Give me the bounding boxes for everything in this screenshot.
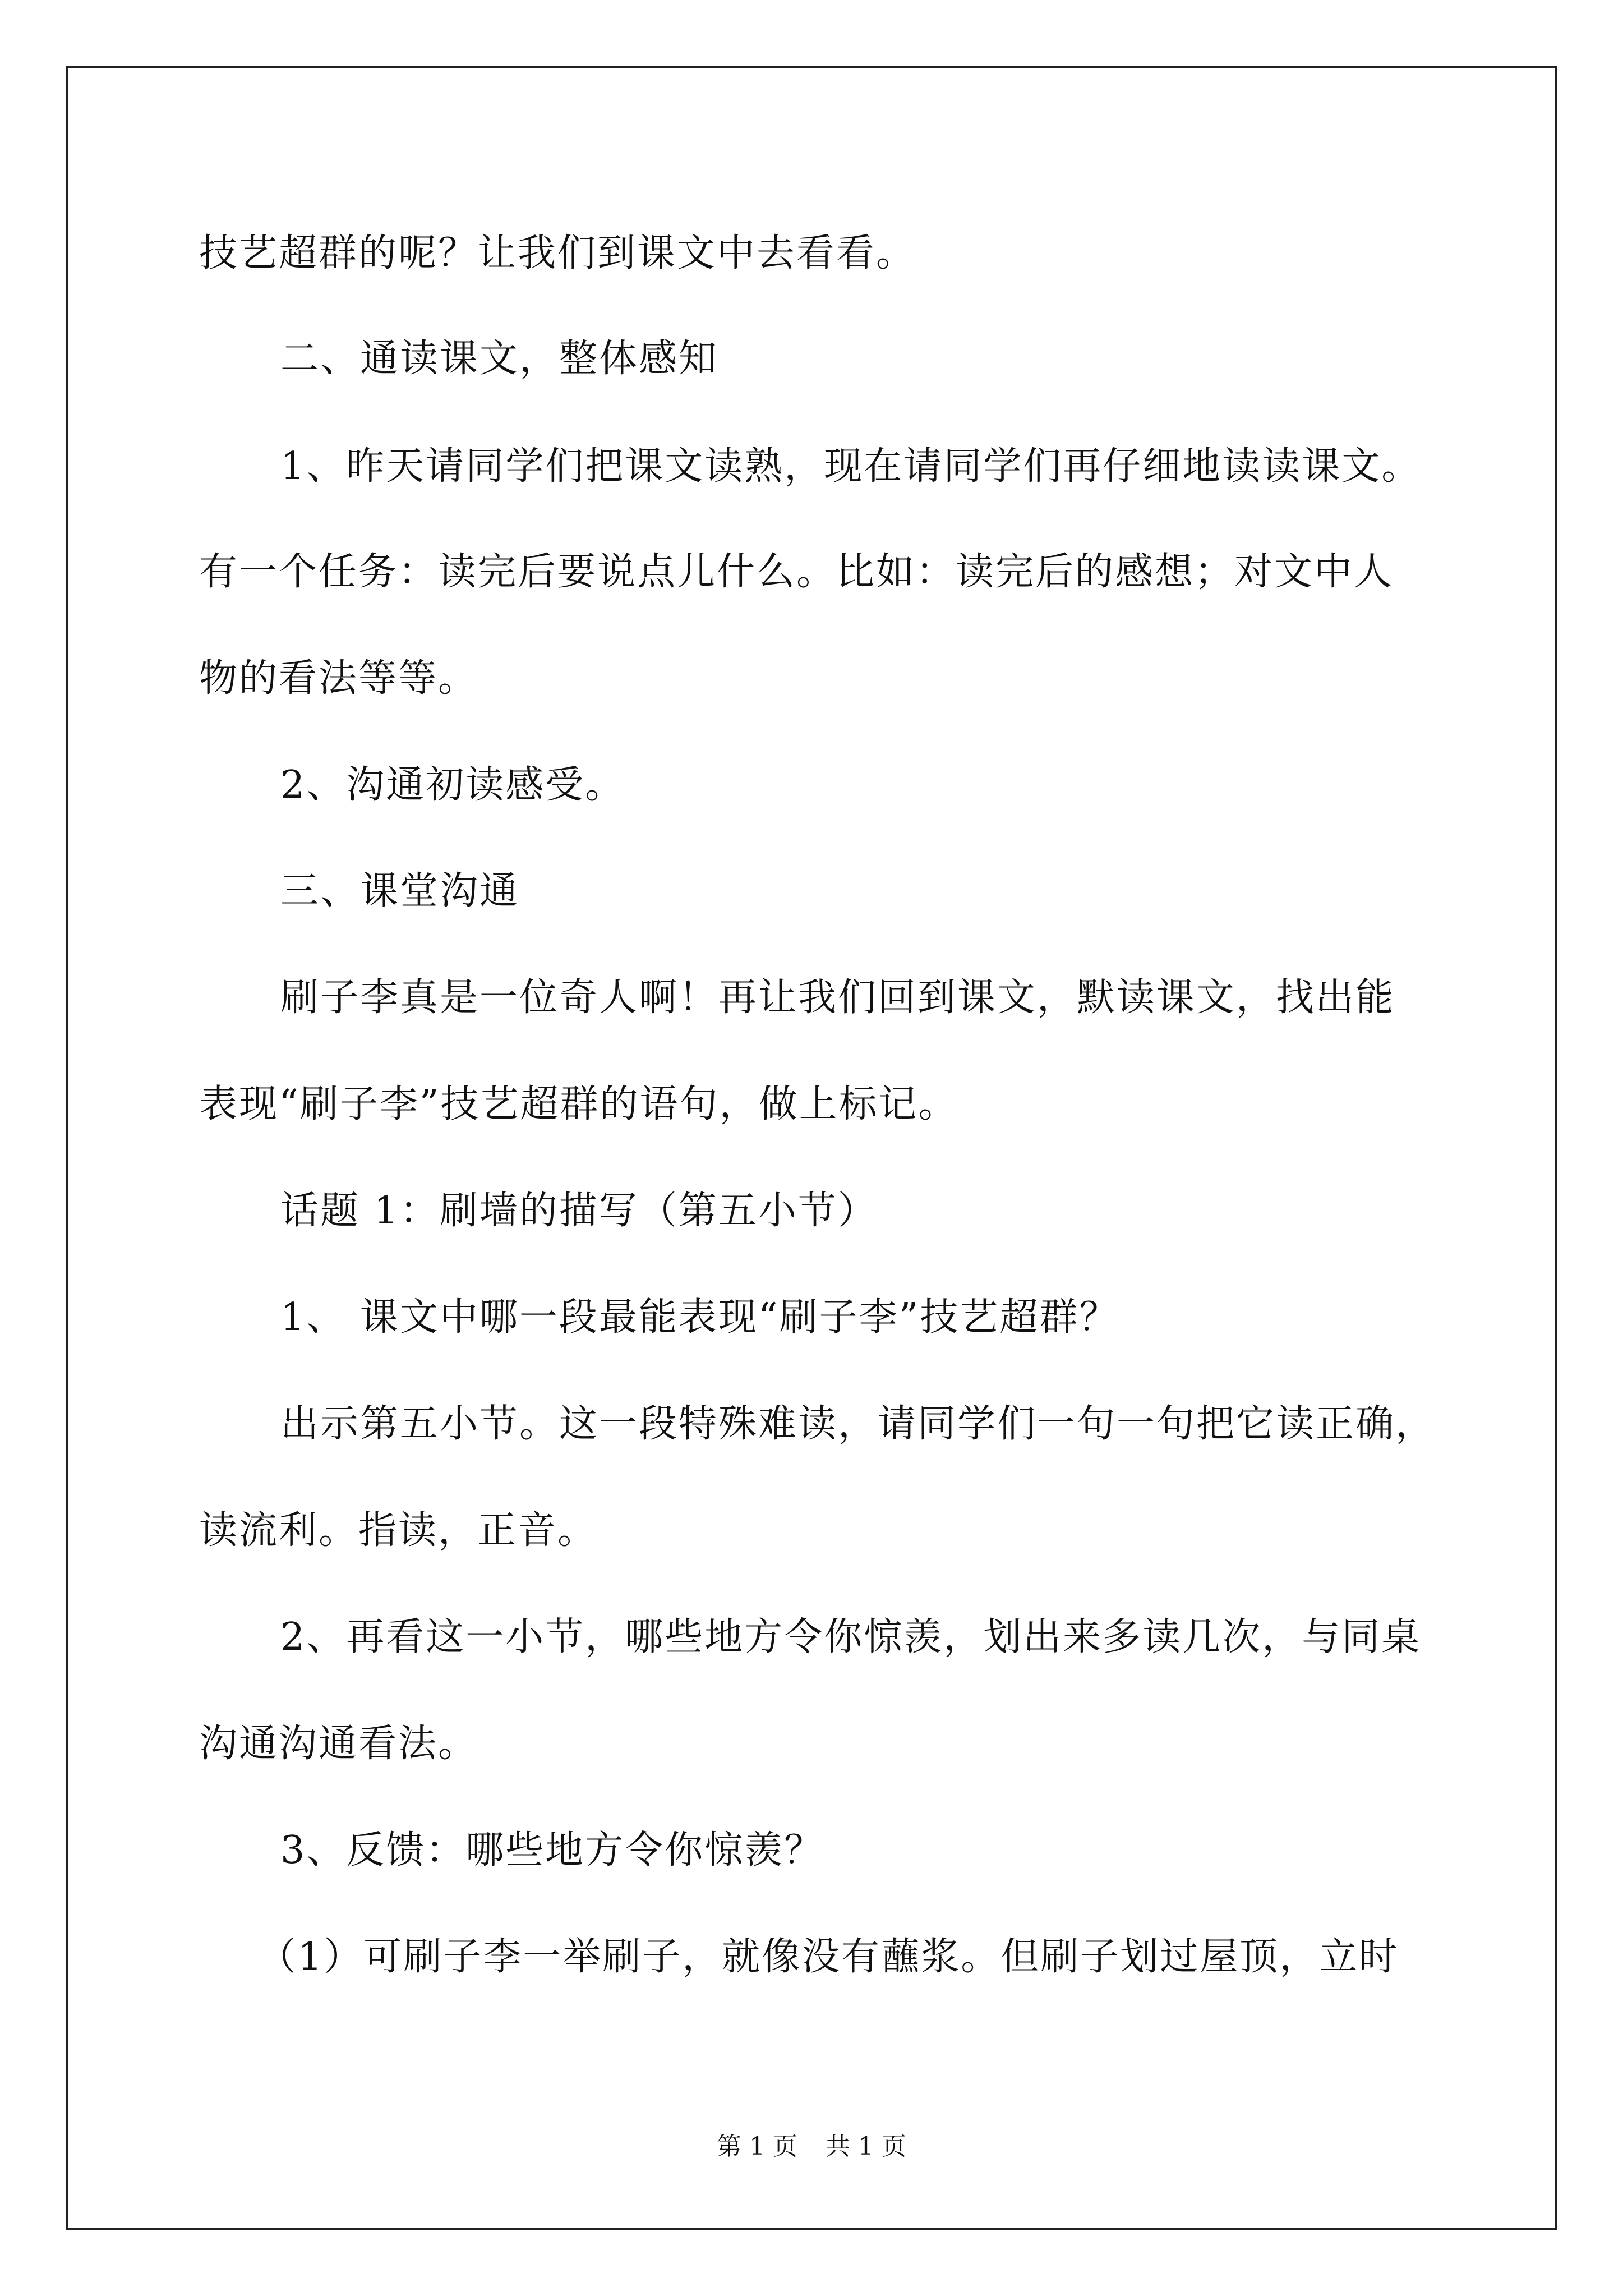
text-line: 出示第五小节。这一段特殊难读，请同学们一句一句把它读正确，: [280, 1402, 1436, 1446]
text-line: 物的看法等等。: [199, 656, 478, 701]
page-number: 第 1 页: [717, 2132, 797, 2161]
page-total: 共 1 页: [826, 2132, 906, 2161]
page-border: [66, 66, 1557, 2230]
text-line: 3、反馈：哪些地方令你惊羡？: [280, 1828, 824, 1872]
text-line: 1、昨天请同学们把课文读熟，现在请同学们再仔细地读读课文。: [280, 444, 1422, 489]
text-line: 技艺超群的呢？让我们到课文中去看看。: [199, 231, 916, 275]
text-line: 1、 课文中哪一段最能表现“刷子李”技艺超群？: [280, 1295, 1119, 1340]
text-line: 有一个任务：读完后要说点儿什么。比如：读完后的感想；对文中人: [199, 550, 1394, 594]
topic-heading: 话题 1：刷墙的描写（第五小节）: [280, 1189, 878, 1233]
section-heading: 三、课堂沟通: [280, 869, 520, 913]
text-line: 2、再看这一小节，哪些地方令你惊羡，划出来多读几次，与同桌: [280, 1615, 1422, 1659]
page-footer: [0, 2134, 1623, 2159]
text-line: （1）可刷子李一举刷子，就像没有蘸浆。但刷子划过屋顶，立时: [258, 1935, 1399, 1979]
text-line: 读流利。指读，正音。: [199, 1508, 598, 1553]
text-line: 沟通沟通看法。: [199, 1722, 478, 1766]
text-line: 表现“刷子李”技艺超群的语句，做上标记。: [199, 1082, 958, 1126]
text-line: 2、沟通初读感受。: [280, 763, 625, 807]
section-heading: 二、通读课文，整体感知: [280, 337, 719, 381]
text-line: 刷子李真是一位奇人啊！再让我们回到课文，默读课文，找出能: [280, 976, 1396, 1020]
